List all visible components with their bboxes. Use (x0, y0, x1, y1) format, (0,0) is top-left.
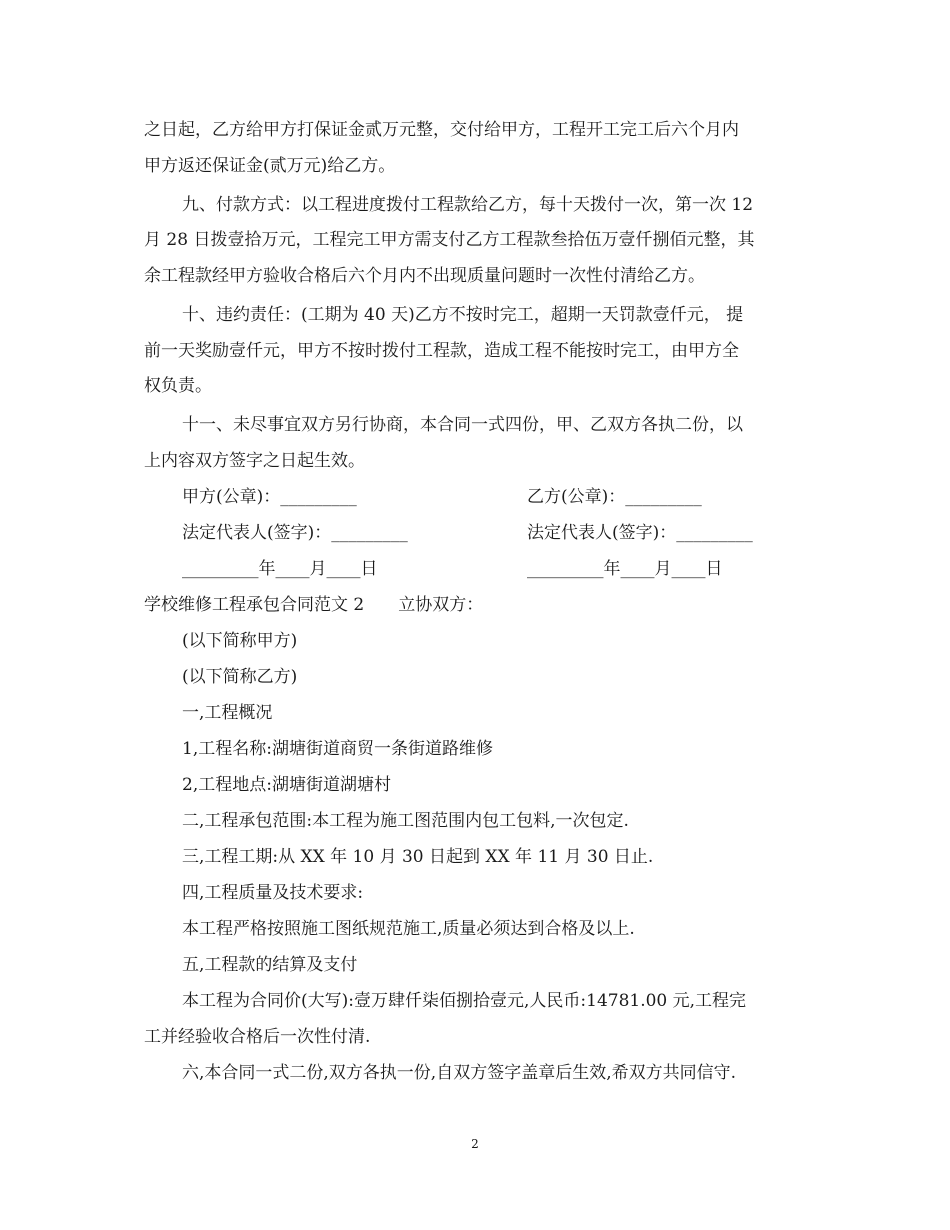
text-line: 三,工程工期:从 XX 年 10 月 30 日起到 XX 年 11 月 30 日止. (182, 847, 654, 867)
text-line: 二,工程承包范围:本工程为施工图范围内包工包料,一次包定. (182, 811, 629, 831)
text-line: 前一天奖励壹仟元，甲方不按时拨付工程款，造成工程不能按时完工，由甲方全 (144, 341, 739, 361)
text-line: 本工程严格按照施工图纸规范施工,质量必须达到合格及以上. (182, 919, 635, 939)
text-line: 本工程为合同价(大写):壹万肆仟柒佰捌拾壹元,人民币:14781.00 元,工程完 (182, 991, 747, 1011)
party-b-seal: 乙方(公章)：_________ (527, 487, 702, 507)
party-b-representative: 法定代表人(签字)：_________ (527, 523, 753, 543)
party-a-representative: 法定代表人(签字)：_________ (182, 523, 408, 543)
text-line: 工并经验收合格后一次性付清. (144, 1027, 371, 1047)
party-a-seal: 甲方(公章)：_________ (182, 487, 357, 507)
text-line: 之日起，乙方给甲方打保证金贰万元整，交付给甲方，工程开工完工后六个月内 (144, 120, 739, 140)
text-line: 六,本合同一式二份,双方各执一份,自双方签字盖章后生效,希双方共同信守. (182, 1063, 737, 1083)
party-b-date: _________年____月____日 (527, 559, 723, 579)
text-line: 五,工程款的结算及支付 (182, 955, 358, 975)
text-line: 月 28 日拨壹拾万元，工程完工甲方需支付乙方工程款叁拾伍万壹仟捌佰元整，其 (144, 230, 755, 250)
text-line: (以下简称乙方) (182, 667, 298, 687)
text-line: 一,工程概况 (182, 703, 273, 723)
text-line: 2,工程地点:湖塘街道湖塘村 (182, 775, 391, 795)
party-a-date: _________年____月____日 (182, 559, 378, 579)
text-line: 1,工程名称:湖塘街道商贸一条街道路维修 (182, 739, 493, 759)
text-line: 甲方返还保证金(贰万元)给乙方。 (144, 156, 396, 176)
clause-11-line: 十一、未尽事宜双方另行协商，本合同一式四份，甲、乙双方各执二份，以 (182, 415, 743, 435)
text-line: 余工程款经甲方验收合格后六个月内不出现质量问题时一次性付清给乙方。 (144, 266, 705, 286)
text-line: 权负责。 (144, 376, 212, 396)
clause-10-line: 十、违约责任：(工期为 40 天)乙方不按时完工，超期一天罚款壹仟元， 提 (182, 305, 744, 325)
text-line: (以下简称甲方) (182, 631, 298, 651)
text-line: 四,工程质量及技术要求: (182, 883, 364, 903)
clause-9-line: 九、付款方式：以工程进度拨付工程款给乙方，每十天拨付一次，第一次 12 (182, 195, 754, 215)
text-line: 上内容双方签字之日起生效。 (144, 451, 365, 471)
page-number: 2 (471, 1137, 479, 1151)
section-title: 学校维修工程承包合同范文 2 立协双方： (144, 595, 484, 615)
